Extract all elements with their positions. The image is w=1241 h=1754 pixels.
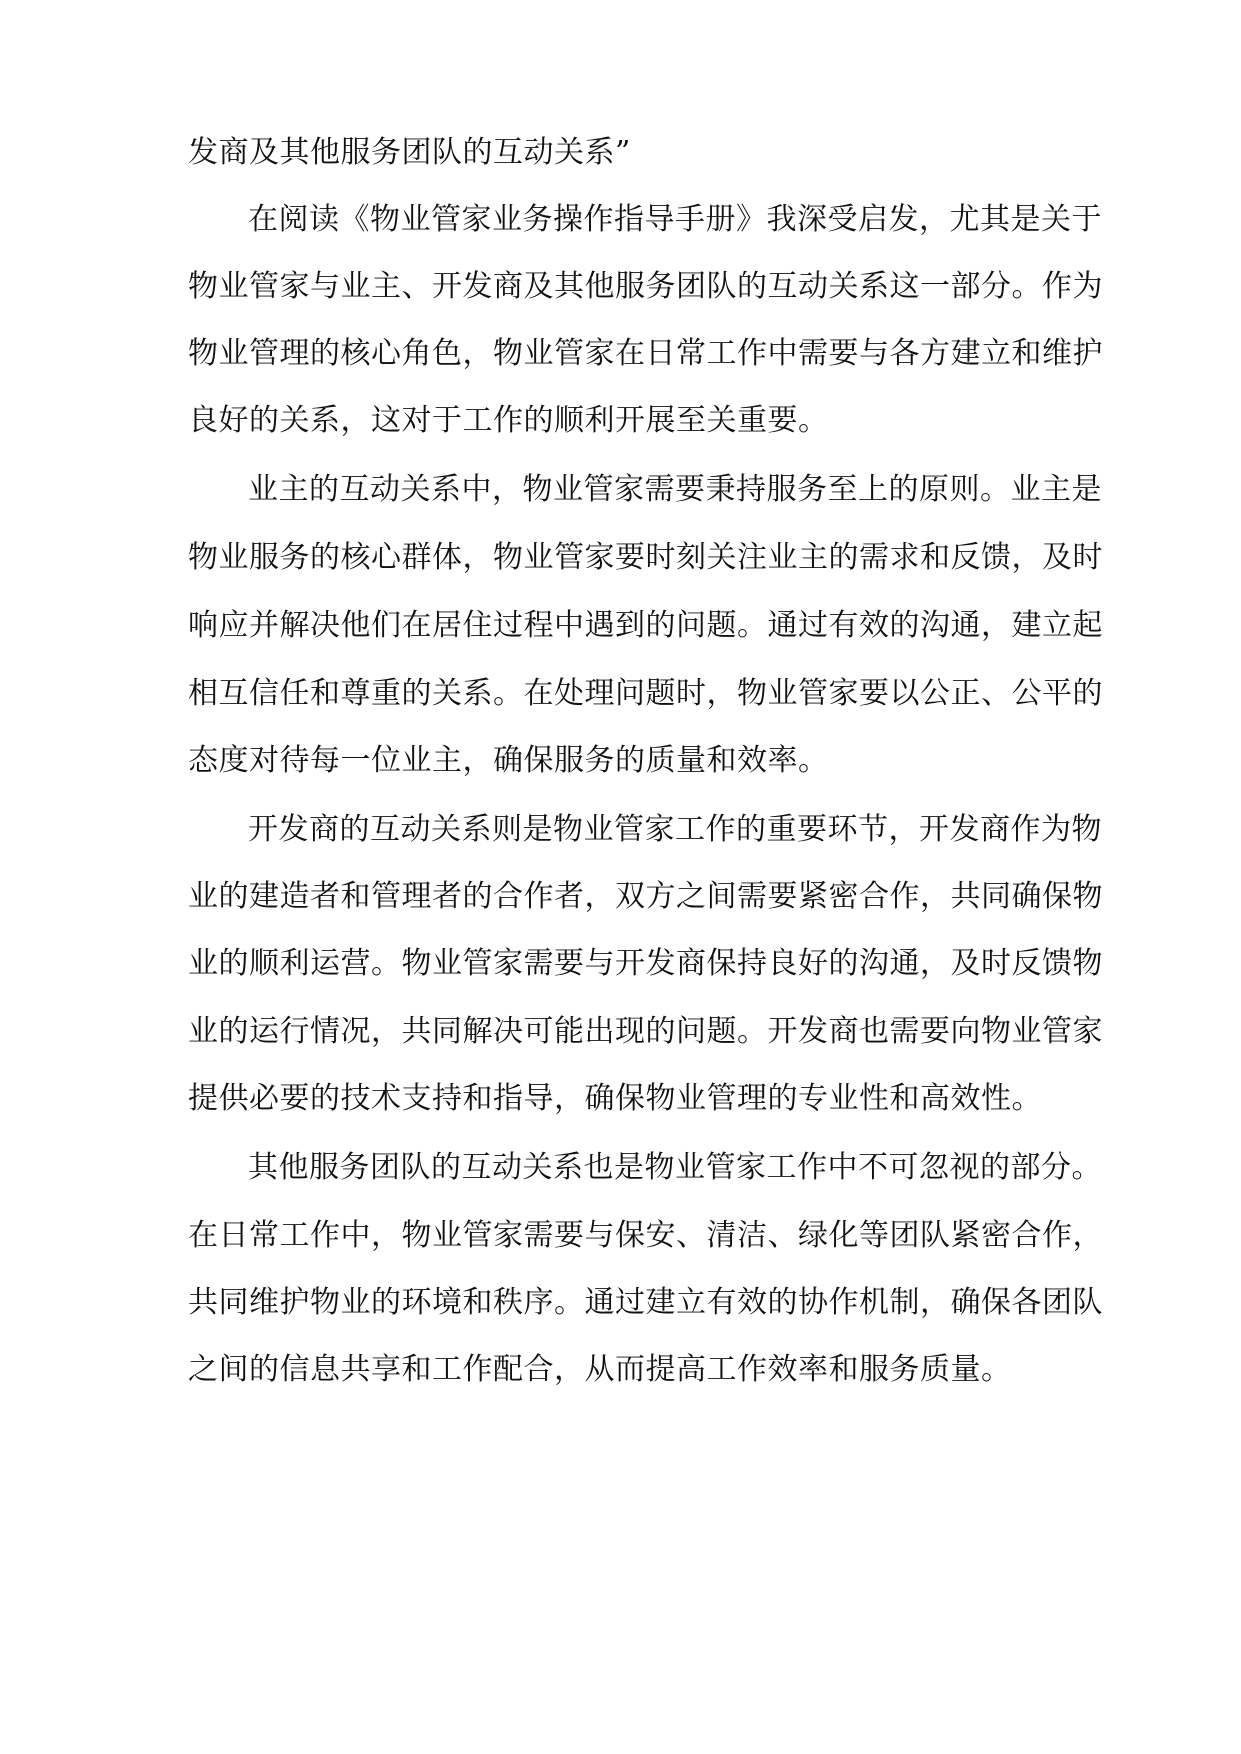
text-line: 物业管家与业主、开发商及其他服务团队的互动关系这一部分。作为 xyxy=(188,269,1103,304)
text-line: 共同维护物业的环境和秩序。通过建立有效的协作机制，确保各团队 xyxy=(188,1285,1103,1320)
paragraph-first-line: 其他服务团队的互动关系也是物业管家工作中不可忽视的部分。 xyxy=(248,1150,1102,1185)
text-line: 业的建造者和管理者的合作者，双方之间需要紧密合作，共同确保物 xyxy=(188,879,1103,914)
paragraph-first-line: 在阅读《物业管家业务操作指导手册》我深受启发，尤其是关于 xyxy=(248,202,1102,237)
text-line: 相互信任和尊重的关系。在处理问题时，物业管家要以公正、公平的 xyxy=(188,676,1103,711)
text-line: 提供必要的技术支持和指导，确保物业管理的专业性和高效性。 xyxy=(188,1081,1042,1116)
text-line: 之间的信息共享和工作配合，从而提高工作效率和服务质量。 xyxy=(188,1352,1012,1387)
text-line: 在日常工作中，物业管家需要与保安、清洁、绿化等团队紧密合作， xyxy=(188,1218,1103,1253)
text-line: 物业管理的核心角色，物业管家在日常工作中需要与各方建立和维护 xyxy=(188,336,1103,371)
text-line: 良好的关系，这对于工作的顺利开展至关重要。 xyxy=(188,403,829,438)
text-line: 业的顺利运营。物业管家需要与开发商保持良好的沟通，及时反馈物 xyxy=(188,946,1103,981)
text-line: 响应并解决他们在居住过程中遇到的问题。通过有效的沟通，建立起 xyxy=(188,608,1103,643)
text-line: 发商及其他服务团队的互动关系” xyxy=(188,135,631,170)
text-line: 业的运行情况，共同解决可能出现的问题。开发商也需要向物业管家 xyxy=(188,1014,1103,1049)
text-line: 物业服务的核心群体，物业管家要时刻关注业主的需求和反馈，及时 xyxy=(188,540,1103,575)
paragraph-first-line: 开发商的互动关系则是物业管家工作的重要环节，开发商作为物 xyxy=(248,812,1102,847)
text-line: 态度对待每一位业主，确保服务的质量和效率。 xyxy=(188,743,829,778)
paragraph-first-line: 业主的互动关系中，物业管家需要秉持服务至上的原则。业主是 xyxy=(248,472,1102,507)
